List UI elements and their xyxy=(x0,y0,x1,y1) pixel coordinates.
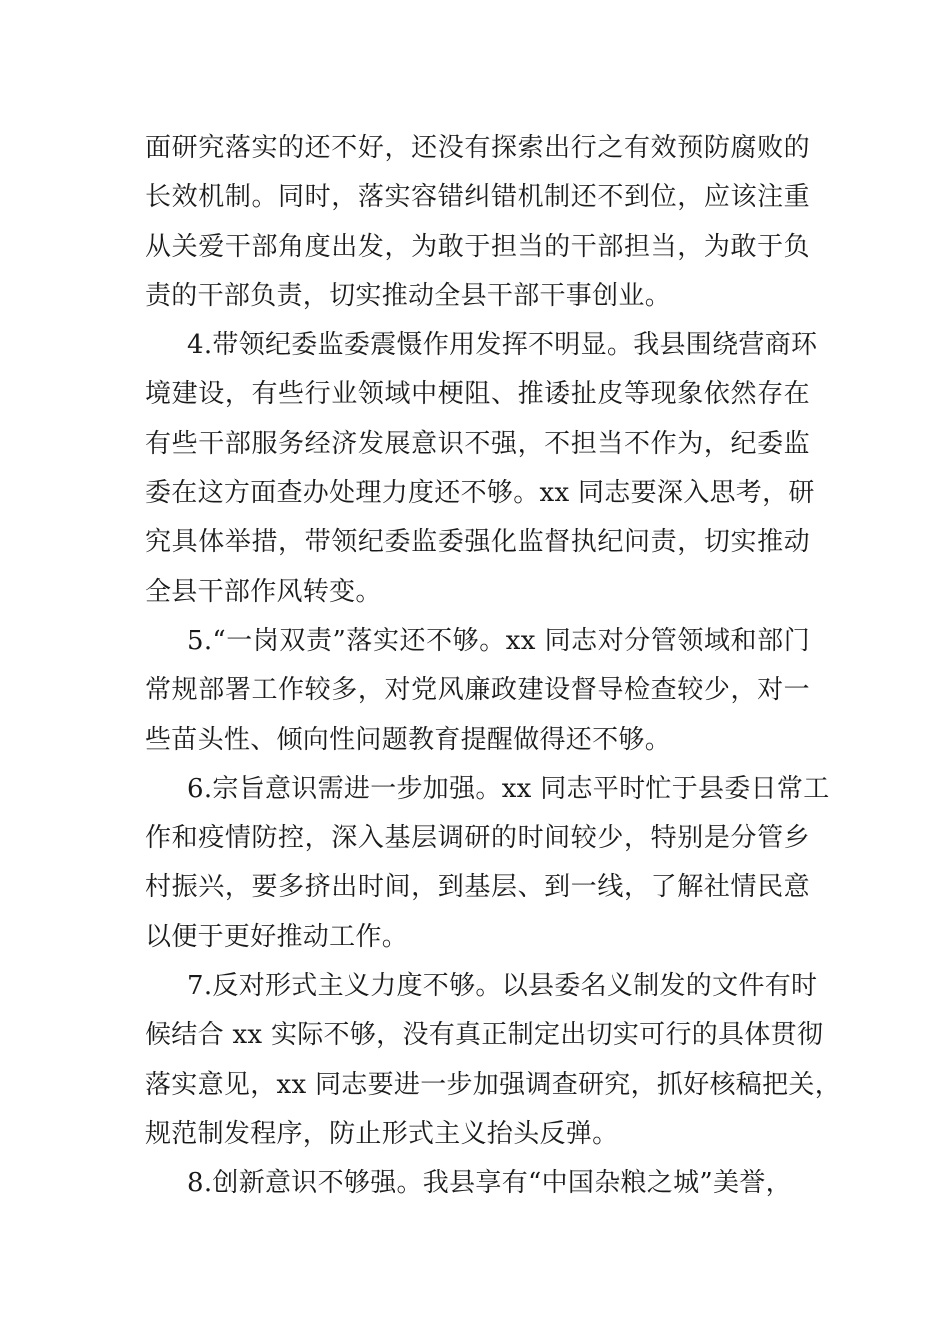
text-line: 作和疫情防控，深入基层调研的时间较少，特别是分管乡 xyxy=(145,823,810,854)
text-line: 规范制发程序，防止形式主义抬头反弹。 xyxy=(145,1118,619,1149)
text-line: 5.“一岗双责”落实还不够。xx 同志对分管领域和部门 xyxy=(187,625,810,656)
text-line: 6.宗旨意识需进一步加强。xx 同志平时忙于县委日常工 xyxy=(187,773,830,804)
text-line: 长效机制。同时，落实容错纠错机制还不到位，应该注重 xyxy=(145,182,810,213)
text-line: 究具体举措，带领纪委监委强化监督执纪问责，切实推动 xyxy=(145,527,810,558)
paragraph-item-4 xyxy=(145,321,818,617)
text-line: 面研究落实的还不好，还没有探索出行之有效预防腐败的 xyxy=(145,133,810,163)
text-line: 全县干部作风转变。 xyxy=(145,576,382,607)
text-line: 4.带领纪委监委震慑作用发挥不明显。我县围绕营商环 xyxy=(187,330,818,361)
paragraph-item-7 xyxy=(145,962,841,1159)
text-line: 委在这方面查办处理力度还不够。xx 同志要深入思考，研 xyxy=(145,478,815,509)
paragraph-item-5 xyxy=(145,617,810,765)
text-line: 有些干部服务经济发展意识不强，不担当不作为，纪委监 xyxy=(145,428,810,459)
text-line: 从关爱干部角度出发，为敢于担当的干部担当，为敢于负 xyxy=(145,231,810,262)
text-line: 境建设，有些行业领域中梗阻、推诿扯皮等现象依然存在 xyxy=(145,379,810,410)
document-body xyxy=(145,124,841,1209)
paragraph-item-6 xyxy=(145,765,830,962)
text-line: 村振兴，要多挤出时间，到基层、到一线，了解社情民意 xyxy=(145,872,810,903)
text-line: 落实意见，xx 同志要进一步加强调查研究，抓好核稿把关， xyxy=(145,1069,841,1100)
text-line: 些苗头性、倾向性问题教育提醒做得还不够。 xyxy=(145,724,672,755)
text-line: 8.创新意识不够强。我县享有“中国杂粮之城”美誉， xyxy=(187,1168,792,1199)
text-line: 以便于更好推动工作。 xyxy=(145,921,409,952)
text-line: 常规部署工作较多，对党风廉政建设督导检查较少，对一 xyxy=(145,675,810,706)
paragraph-item-8 xyxy=(145,1159,810,1208)
text-line: 7.反对形式主义力度不够。以县委名义制发的文件有时 xyxy=(187,971,818,1002)
text-line: 候结合 xx 实际不够，没有真正制定出切实可行的具体贯彻 xyxy=(145,1020,824,1051)
text-line: 责的干部负责，切实推动全县干部干事创业。 xyxy=(145,280,672,311)
paragraph-continuation xyxy=(145,124,810,321)
